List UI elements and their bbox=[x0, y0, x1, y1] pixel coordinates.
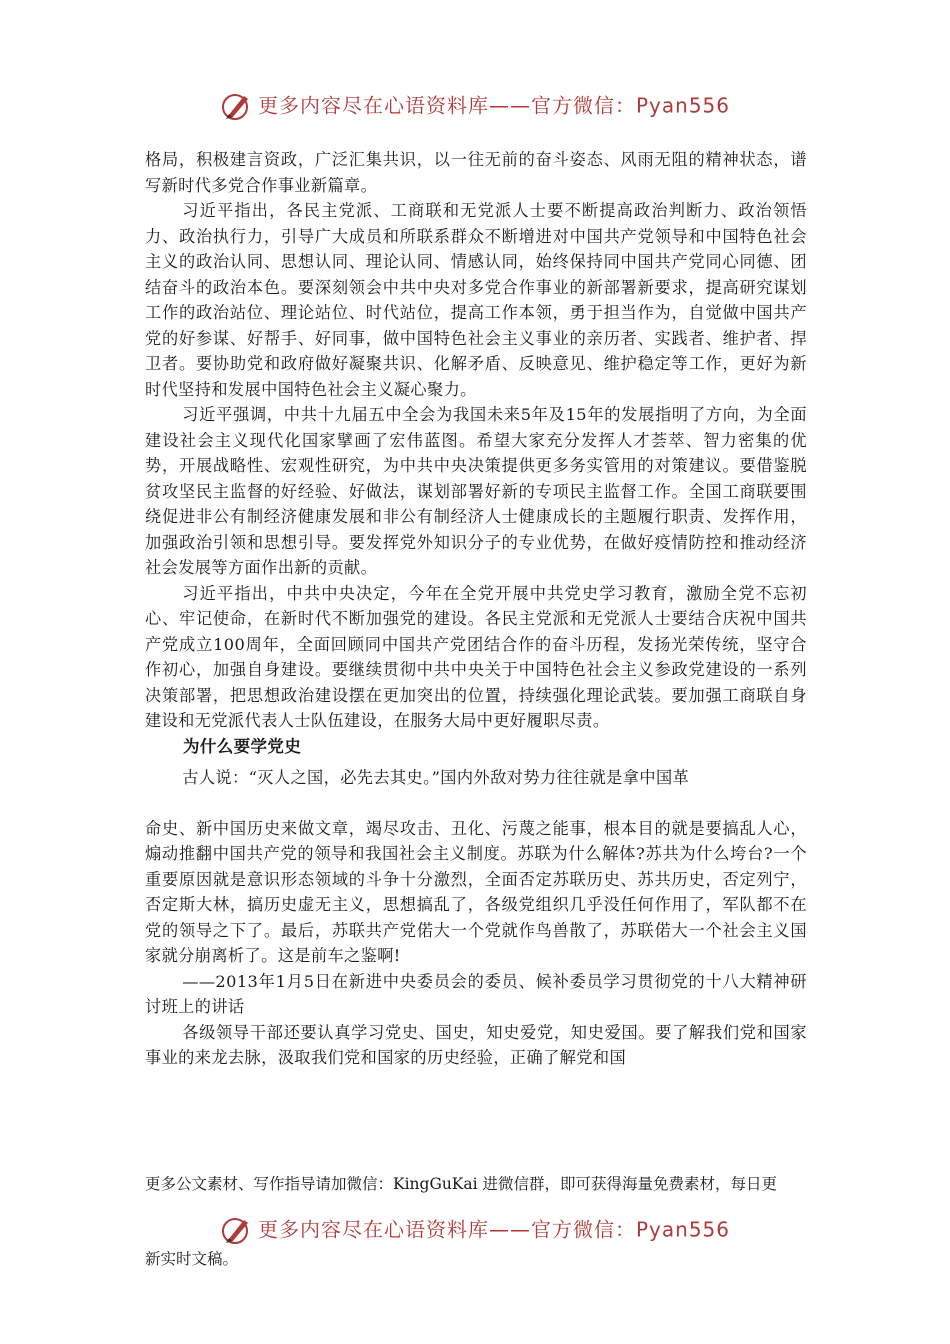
footer-note-continued: 新实时文稿。 bbox=[145, 1250, 239, 1268]
document-body bbox=[145, 147, 807, 1071]
section-heading: 为什么要学党史 bbox=[182, 736, 302, 756]
footer-note: 更多公文素材、写作指导请加微信：KingGuKai 进微信群，即可获得海量免费素材，每日更 bbox=[145, 1175, 778, 1193]
watermark-text: 更多内容尽在心语资料库——官方微信：Pyan556 bbox=[257, 93, 730, 118]
paragraph: 各级领导干部还要认真学习党史、国史，知史爱党，知史爱国。要了解我们党和国家事业的来龙去脉，汲取我们党和国家的历史经验，正确了解党和国 bbox=[145, 1022, 807, 1067]
watermark-banner-bottom bbox=[0, 1212, 950, 1244]
pen-logo-icon bbox=[220, 1214, 254, 1246]
paragraph: 习近平指出，中共中央决定，今年在全党开展中共党史学习教育，激励全党不忘初心、牢记使命，在新时代不断加强党的建设。各民主党派和无党派人士要结合庆祝中国共产党成立100周年，全面回顾同中国共产党团结合作的奋斗历程，发扬光荣传统，坚守合作初心，加强自身建设。要继续贯彻中共中央关于中国特色社会主义参政党建设的一系列决策部署，把思想政治建设摆在更加突出的位置，持续强化理论武装。要加强工商联自身建设和无党派代表人士队伍建设，在服务大局中更好履职尽责。 bbox=[145, 583, 807, 730]
paragraph: 古人说：“灭人之国，必先去其史。”国内外敌对势力往往就是拿中国革 bbox=[182, 768, 690, 787]
watermark-text: 更多内容尽在心语资料库——官方微信：Pyan556 bbox=[257, 1217, 730, 1242]
paragraph: 习近平指出，各民主党派、工商联和无党派人士要不断提高政治判断力、政治领悟力、政治执行力，引导广大成员和所联系群众不断增进对中国共产党领导和中国特色社会主义的政治认同、思想认同、理论认同、情感认同，始终保持同中国共产党同心同德、团结奋斗的政治本色。要深刻领会中共中央对多党合作事业的新部署新要求，提高研究谋划工作的政治站位、理论站位、时代站位，提高工作本领，勇于担当作为，自觉做中国共产党的好参谋、好帮手、好同事，做中国特色社会主义事业的亲历者、实践者、维护者、捍卫者。要协助党和政府做好凝聚共识、化解矛盾、反映意见、维护稳定等工作，更好为新时代坚持和发展中国特色社会主义凝心聚力。 bbox=[145, 201, 807, 399]
citation: ——2013年1月5日在新进中央委员会的委员、候补委员学习贯彻党的十八大精神研讨班上的讲话 bbox=[145, 971, 807, 1016]
paragraph: 命史、新中国历史来做文章，竭尽攻击、丑化、污蔑之能事，根本目的就是要搞乱人心，煽动推翻中国共产党的领导和我国社会主义制度。苏联为什么解体?苏共为什么垮台?一个重要原因就是意识形态领域的斗争十分激烈，全面否定苏联历史、苏共历史，否定列宁，否定斯大林，搞历史虚无主义，思想搞乱了，各级党组织几乎没任何作用了，军队都不在党的领导之下了。最后，苏联共产党偌大一个党就作鸟兽散了，苏联偌大一个社会主义国家就分崩离析了。这是前车之鉴啊! bbox=[145, 818, 807, 965]
paragraph: 习近平强调，中共十九届五中全会为我国未来5年及15年的发展指明了方向，为全面建设社会主义现代化国家擘画了宏伟蓝图。希望大家充分发挥人才荟萃、智力密集的优势，开展战略性、宏观性研究，为中共中央决策提供更多务实管用的对策建议。要借鉴脱贫攻坚民主监督的好经验、好做法，谋划部署好新的专项民主监督工作。全国工商联要围绕促进非公有制经济健康发展和非公有制经济人士健康成长的主题履行职责、发挥作用，加强政治引领和思想引导。要发挥党外知识分子的专业优势，在做好疫情防控和推动经济社会发展等方面作出新的贡献。 bbox=[145, 405, 807, 577]
pen-logo-icon bbox=[220, 90, 254, 122]
watermark-banner-top bbox=[0, 88, 950, 120]
paragraph: 格局，积极建言资政，广泛汇集共识，以一往无前的奋斗姿态、风雨无阻的精神状态，谱写新时代多党合作事业新篇章。 bbox=[145, 150, 807, 195]
